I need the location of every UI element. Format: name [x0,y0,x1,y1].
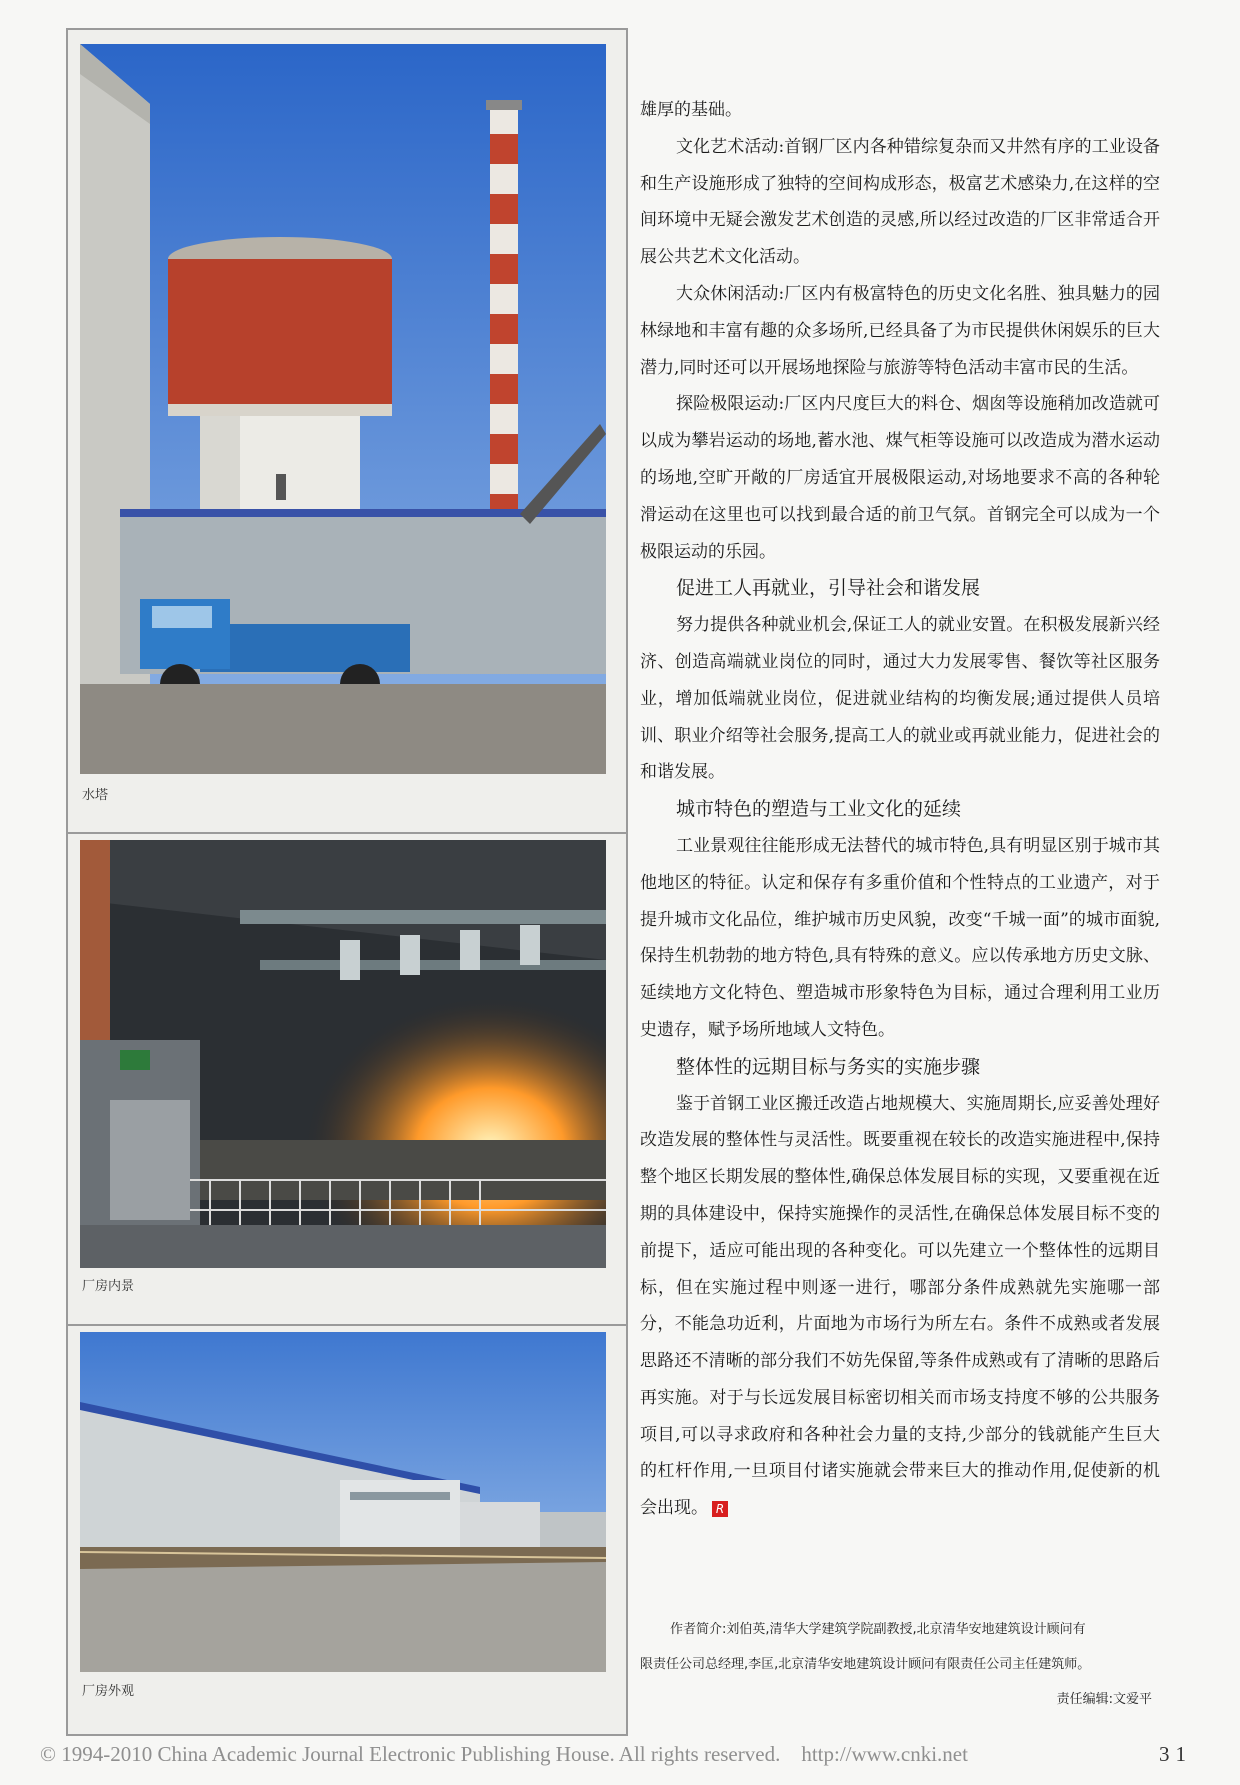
section-heading: 促进工人再就业，引导社会和谐发展 [676,577,981,600]
photo-caption: 厂房外观 [82,1684,135,1699]
factory-exterior-photo [80,1332,606,1672]
photo-caption: 厂房内景 [82,1279,135,1294]
paragraph: 大众休闲活动:厂区内有极富特色的历史文化名胜、独具魅力的园林绿地和丰富有趣的众多场所,已经具备了为市民提供休闲娱乐的巨大潜力,同时还可以开展场地探险与旅游等特色活动丰富市民的生活。 [640,283,1160,378]
photo-caption: 水塔 [82,788,109,803]
paragraph: 工业景观往往能形成无法替代的城市特色,具有明显区别于城市其他地区的特征。认定和保存有多重价值和个性特点的工业遗产，对于提升城市文化品位，维护城市历史风貌，改变“千城一面”的城市面貌,保持生机勃勃的地方特色,具有特殊的意义。应以传承地方历史文脉、延续地方文化特色、塑造城市形象特色为目标，通过合理利用工业历史遗存，赋予场所地域人文特色。 [640,835,1160,1040]
author-bio [640,1612,1160,1717]
bio-line: 作者简介:刘伯英,清华大学建筑学院副教授,北京清华安地建筑设计顾问有 [670,1622,1086,1637]
paragraph: 雄厚的基础。 [640,100,742,120]
photo-divider [68,1324,626,1326]
responsible-editor: 责任编辑:文爱平 [1056,1692,1152,1707]
copyright-notice: © 1994-2010 China Academic Journal Electronic Publishing House. All rights reserved. http://www.cnki.net [40,1742,968,1766]
photo-divider [68,832,626,834]
paragraph-text: 鉴于首钢工业区搬迁改造占地规模大、实施周期长,应妥善处理好改造发展的整体性与灵活性。既要重视在较长的改造实施进程中,保持整个地区长期发展的整体性,确保总体发展目标的实现，又要重视在近期的具体建设中，保持实施操作的灵活性,在确保总体发展目标不变的前提下，适应可能出现的各种变化。可以先建立一个整体性的远期目标，但在实施过程中则逐一进行，哪部分条件成熟就先实施哪一部分，不能急功近利，片面地为市场行为所左右。条件不成熟或者发展思路还不清晰的部分我们不妨先保留,等条件成熟或有了清晰的思路后再实施。对于与长远发展目标密切相关而市场支持度不够的公共服务项目,可以寻求政府和各种社会力量的支持,少部分的钱就能产生巨大的杠杆作用,一旦项目付诸实施就会带来巨大的推动作用,促使新的机会出现。 [640,1093,1160,1519]
section-heading: 城市特色的塑造与工业文化的延续 [676,798,962,821]
paragraph: 文化艺术活动:首钢厂区内各种错综复杂而又井然有序的工业设备和生产设施形成了独特的空间构成形态，极富艺术感染力,在这样的空间环境中无疑会激发艺术创造的灵感,所以经过改造的厂区非常适合开展公共艺术文化活动。 [640,136,1160,268]
paragraph: 努力提供各种就业机会,保证工人的就业安置。在积极发展新兴经济、创造高端就业岗位的同时，通过大力发展零售、餐饮等社区服务业，增加低端就业岗位，促进就业结构的均衡发展;通过提供人员培训、职业介绍等社会服务,提高工人的就业或再就业能力，促进社会的和谐发展。 [640,615,1160,783]
paragraph-last [640,1086,1160,1528]
section-heading: 整体性的远期目标与务实的实施步骤 [676,1055,981,1078]
factory-interior-photo [80,840,606,1268]
end-mark-icon: R [712,1501,728,1517]
footer [40,1742,1220,1767]
article-body [640,92,1160,1527]
paragraph: 探险极限运动:厂区内尺度巨大的料仓、烟囱等设施稍加改造就可以成为攀岩运动的场地,蓄水池、煤气柜等设施可以改造成为潜水运动的场地,空旷开敞的厂房适宜开展极限运动,对场地要求不高的各种轮滑运动在这里也可以找到最合适的前卫气氛。首钢完全可以成为一个极限运动的乐园。 [640,394,1160,562]
bio-line: 限责任公司总经理,李匡,北京清华安地建筑设计顾问有限责任公司主任建筑师。 [640,1657,1091,1672]
page-number: 31 [1159,1742,1192,1766]
water-tower-photo [80,44,606,774]
